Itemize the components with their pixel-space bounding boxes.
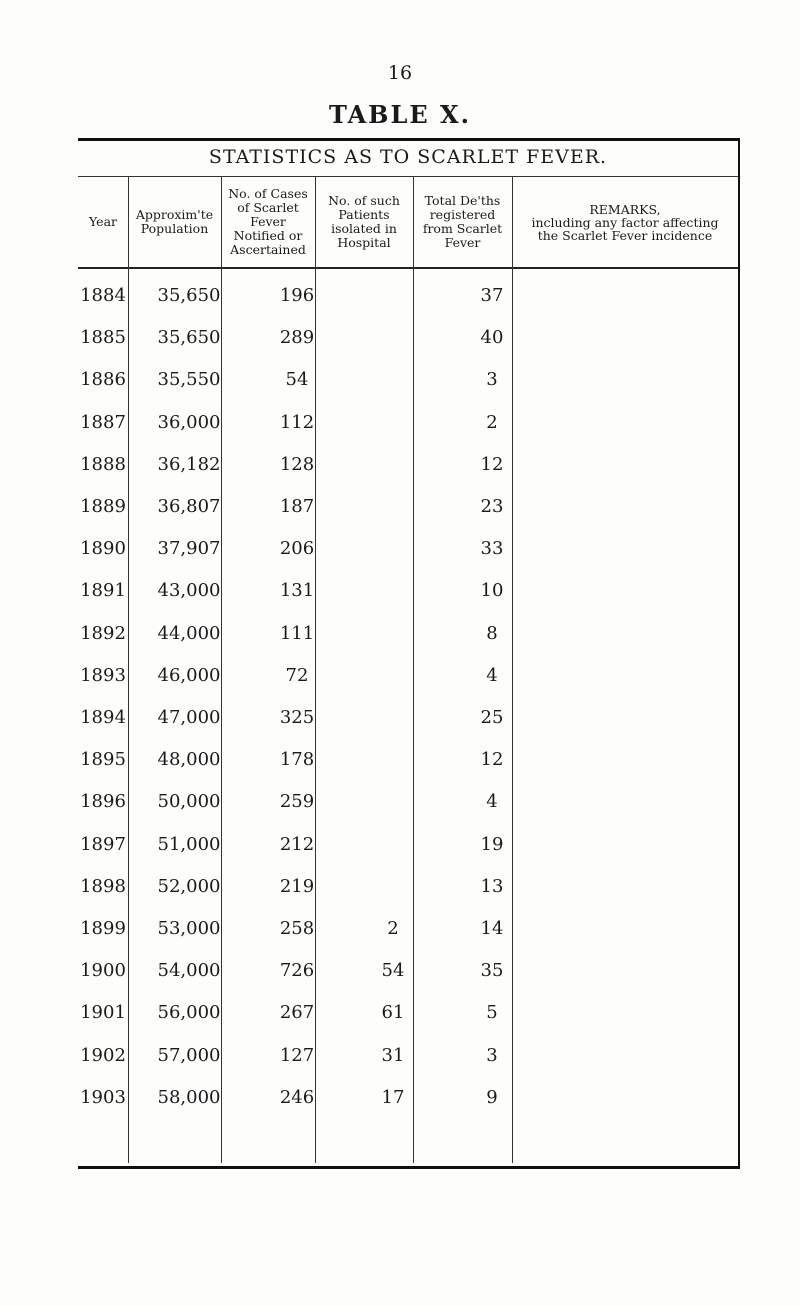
cell-deaths: 19 xyxy=(480,833,504,855)
table-row xyxy=(78,998,738,1028)
cell-year: 1891 xyxy=(80,580,126,602)
cell-isolated xyxy=(344,492,442,522)
table-row xyxy=(78,534,738,564)
cell-year: 1900 xyxy=(80,960,126,982)
cell-year: 1901 xyxy=(80,1002,126,1024)
cell-year: 1892 xyxy=(80,622,126,644)
cell-population: 35,650 xyxy=(157,327,221,349)
table-row xyxy=(78,703,738,733)
header-bottom-rule xyxy=(78,267,738,269)
cell-year: 1888 xyxy=(80,453,126,475)
cell-deaths: 9 xyxy=(486,1086,498,1108)
cell-cases: 128 xyxy=(279,453,315,475)
cell-year: 1893 xyxy=(80,664,126,686)
cell-population: 48,000 xyxy=(157,749,221,771)
cell-deaths: 3 xyxy=(486,1044,498,1066)
cell-population: 54,000 xyxy=(157,960,221,982)
cell-year: 1890 xyxy=(80,538,126,560)
cell-deaths: 2 xyxy=(486,411,498,433)
cell-cases: 212 xyxy=(279,833,315,855)
table-row xyxy=(78,914,738,944)
cell-year: 1902 xyxy=(80,1044,126,1066)
cell-deaths: 37 xyxy=(480,285,504,306)
cell-year: 1889 xyxy=(80,496,126,517)
cell-population: 51,000 xyxy=(157,833,221,855)
cell-deaths: 8 xyxy=(486,622,498,644)
cell-deaths: 33 xyxy=(480,538,504,560)
cell-isolated xyxy=(344,281,442,311)
header-cases: No. of Cases of Scarlet Fever Notified or Ascertained xyxy=(228,186,308,257)
cell-cases: 289 xyxy=(279,327,315,349)
cell-population: 46,000 xyxy=(157,664,221,686)
cell-deaths: 5 xyxy=(486,1002,498,1024)
table-row xyxy=(78,830,738,860)
cell-year: 1896 xyxy=(80,791,126,813)
cell-deaths: 23 xyxy=(480,496,504,517)
cell-isolated xyxy=(344,703,442,733)
cell-population: 37,907 xyxy=(157,538,221,560)
cell-deaths: 14 xyxy=(480,918,504,939)
cell-population: 58,000 xyxy=(157,1086,221,1108)
cell-deaths: 12 xyxy=(480,453,504,475)
cell-population: 44,000 xyxy=(157,622,221,644)
cell-population: 35,650 xyxy=(157,285,221,306)
cell-isolated xyxy=(344,365,442,395)
cell-cases: 54 xyxy=(285,369,309,391)
table-row xyxy=(78,450,738,480)
table-row xyxy=(78,872,738,902)
cell-deaths: 10 xyxy=(480,580,504,602)
cell-cases: 259 xyxy=(279,791,315,813)
cell-isolated xyxy=(344,787,442,817)
cell-year: 1903 xyxy=(80,1086,126,1108)
cell-cases: 111 xyxy=(279,622,315,644)
header-year: Year xyxy=(89,214,117,229)
cell-population: 57,000 xyxy=(157,1044,221,1066)
cell-isolated xyxy=(344,408,442,438)
page-number: 16 xyxy=(387,62,413,84)
table-row xyxy=(78,323,738,353)
cell-year: 1897 xyxy=(80,833,126,855)
table-row xyxy=(78,1041,738,1071)
cell-cases: 325 xyxy=(279,707,315,728)
table-row xyxy=(78,365,738,395)
cell-isolated: 31 xyxy=(381,1044,405,1066)
cell-cases: 112 xyxy=(279,411,315,433)
cell-population: 52,000 xyxy=(157,875,221,897)
cell-year: 1885 xyxy=(80,327,126,349)
cell-year: 1887 xyxy=(80,411,126,433)
cell-isolated xyxy=(344,450,442,480)
table-row xyxy=(78,492,738,522)
table-row xyxy=(78,956,738,986)
cell-cases: 196 xyxy=(279,285,315,306)
cell-isolated: 54 xyxy=(381,960,405,982)
cell-population: 35,550 xyxy=(157,369,221,391)
table-heading: TABLE X. xyxy=(329,100,471,129)
cell-cases: 726 xyxy=(279,960,315,982)
cell-deaths: 4 xyxy=(486,791,498,813)
cell-cases: 127 xyxy=(279,1044,315,1066)
cell-cases: 246 xyxy=(279,1086,315,1108)
cell-isolated: 17 xyxy=(381,1086,405,1108)
table-row xyxy=(78,408,738,438)
cell-isolated xyxy=(344,534,442,564)
cell-isolated xyxy=(344,661,442,691)
table-row xyxy=(78,1083,738,1113)
cell-population: 36,000 xyxy=(157,411,221,433)
cell-cases: 187 xyxy=(279,496,315,517)
cell-isolated xyxy=(344,619,442,649)
table-caption: STATISTICS AS TO SCARLET FEVER. xyxy=(208,146,608,168)
cell-isolated: 2 xyxy=(387,918,399,939)
cell-cases: 258 xyxy=(279,918,315,939)
cell-isolated xyxy=(344,323,442,353)
cell-population: 36,807 xyxy=(157,496,221,517)
cell-population: 47,000 xyxy=(157,707,221,728)
cell-deaths: 3 xyxy=(486,369,498,391)
cell-isolated xyxy=(344,872,442,902)
header-top-rule xyxy=(78,176,738,177)
cell-deaths: 12 xyxy=(480,749,504,771)
cell-population: 53,000 xyxy=(157,918,221,939)
cell-population: 56,000 xyxy=(157,1002,221,1024)
cell-population: 50,000 xyxy=(157,791,221,813)
cell-deaths: 4 xyxy=(486,664,498,686)
cell-deaths: 35 xyxy=(480,960,504,982)
cell-isolated xyxy=(344,576,442,606)
cell-cases: 178 xyxy=(279,749,315,771)
header-deaths: Total De'ths registered from Scarlet Fever xyxy=(422,193,503,250)
cell-deaths: 40 xyxy=(480,327,504,349)
cell-cases: 206 xyxy=(279,538,315,560)
cell-cases: 267 xyxy=(279,1002,315,1024)
cell-year: 1886 xyxy=(80,369,126,391)
cell-population: 36,182 xyxy=(157,453,221,475)
cell-deaths: 25 xyxy=(480,707,504,728)
cell-isolated xyxy=(344,830,442,860)
cell-population: 43,000 xyxy=(157,580,221,602)
cell-year: 1894 xyxy=(80,707,126,728)
header-remarks: REMARKS, including any factor affecting the Scarlet Fever incidence xyxy=(531,201,719,243)
cell-isolated xyxy=(344,745,442,775)
table-row xyxy=(78,787,738,817)
cell-cases: 72 xyxy=(285,664,309,686)
table-row xyxy=(78,745,738,775)
table-row xyxy=(78,619,738,649)
cell-year: 1895 xyxy=(80,749,126,771)
table-row xyxy=(78,576,738,606)
cell-cases: 131 xyxy=(279,580,315,602)
cell-year: 1899 xyxy=(80,918,126,939)
table-row xyxy=(78,661,738,691)
cell-isolated: 61 xyxy=(381,1002,405,1024)
header-isolated: No. of such Patients isolated in Hospital xyxy=(328,193,400,250)
header-population: Approxim'te Population xyxy=(135,207,214,236)
cell-year: 1898 xyxy=(80,875,126,897)
cell-cases: 219 xyxy=(279,875,315,897)
table-row xyxy=(78,281,738,311)
cell-deaths: 13 xyxy=(480,875,504,897)
cell-year: 1884 xyxy=(80,285,126,306)
